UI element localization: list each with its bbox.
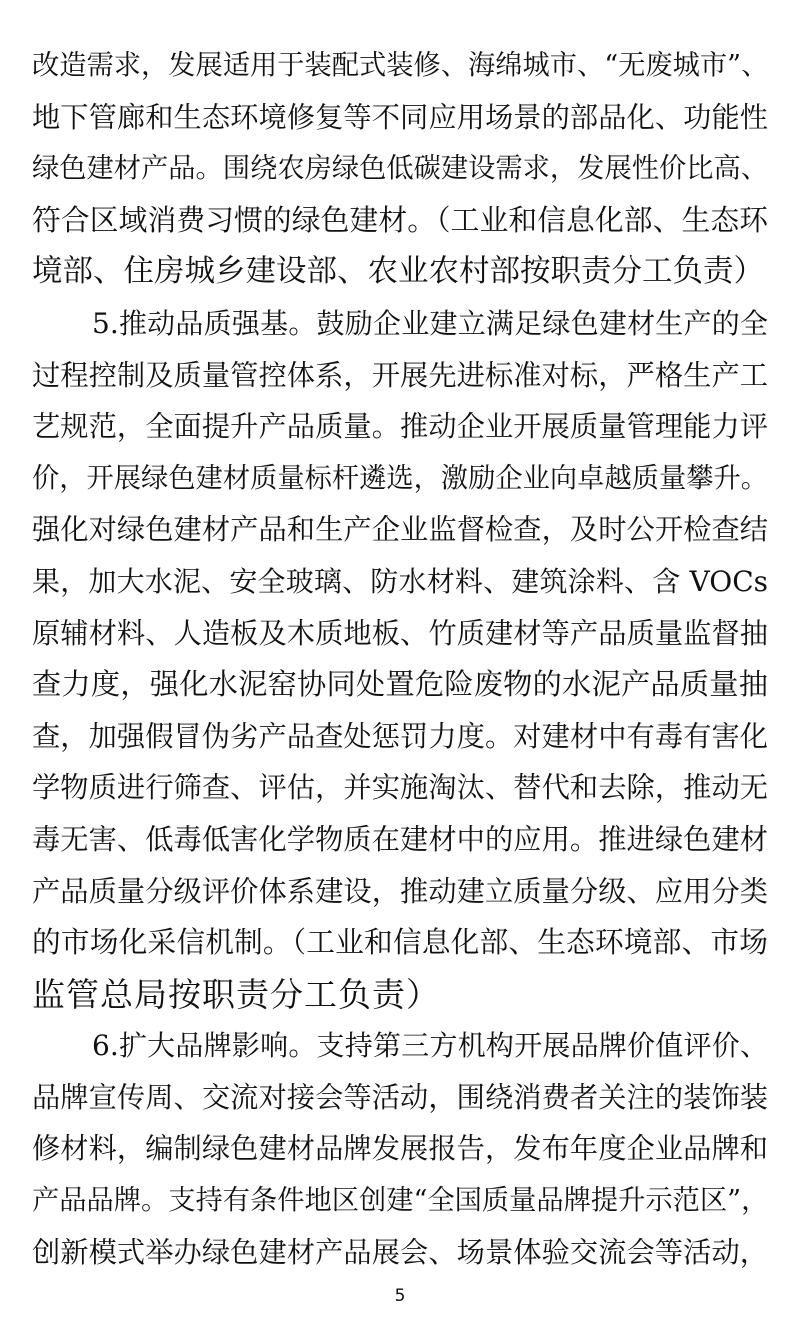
text-line: 产品品牌。支持有条件地区创建“全国质量品牌提升示范区”， bbox=[32, 1185, 769, 1217]
text-line: 监管总局按职责分工负责） bbox=[32, 974, 440, 1014]
text-line: 产品质量分级评价体系建设，推动建立质量分级、应用分类 bbox=[32, 874, 768, 908]
text-line: 绿色建材产品。围绕农房绿色低碳建设需求，发展性价比高、 bbox=[32, 153, 768, 185]
paragraph-item-6 bbox=[32, 1020, 768, 1278]
text-line: 品牌宣传周、交流对接会等活动，围绕消费者关注的装饰装 bbox=[32, 1080, 768, 1114]
text-line: 学物质进行筛查、评估，并实施淘汰、替代和去除，推动无 bbox=[32, 771, 768, 805]
text-line: 地下管廊和生态环境修复等不同应用场景的部品化、功能性 bbox=[32, 100, 768, 134]
document-page bbox=[32, 40, 768, 1270]
text-line: 价，开展绿色建材质量标杆遴选，激励企业向卓越质量攀升。 bbox=[32, 462, 768, 494]
text-line: 6.扩大品牌影响。支持第三方机构开展品牌价值评价、 bbox=[92, 1029, 768, 1063]
text-line: 原辅材料、人造板及木质地板、竹质建材等产品质量监督抽 bbox=[32, 616, 768, 650]
text-line: 艺规范，全面提升产品质量。推动企业开展质量管理能力评 bbox=[32, 410, 768, 444]
text-line: 强化对绿色建材产品和生产企业监督检查，及时公开检查结 bbox=[32, 513, 768, 547]
text-line: 的市场化采信机制。（工业和信息化部、生态环境部、市场 bbox=[32, 925, 768, 960]
text-line: 查力度，强化水泥窑协同处置危险废物的水泥产品质量抽 bbox=[32, 667, 768, 702]
page-number: 5 bbox=[394, 1286, 406, 1306]
paragraph-item-5 bbox=[32, 298, 768, 1020]
text-line: 改造需求，发展适用于装配式装修、海绵城市、“无废城市”、 bbox=[32, 50, 769, 81]
text-line: 修材料，编制绿色建材品牌发展报告，发布年度企业品牌和 bbox=[32, 1132, 768, 1166]
text-line: 5.推动品质强基。鼓励企业建立满足绿色建材生产的全 bbox=[92, 306, 768, 340]
text-line: 果，加大水泥、安全玻璃、防水材料、建筑涂料、含 VOCs bbox=[32, 564, 768, 598]
paragraph-continuation bbox=[32, 40, 768, 298]
text-line: 创新模式举办绿色建材产品展会、场景体验交流会等活动， bbox=[32, 1235, 768, 1269]
text-line: 符合区域消费习惯的绿色建材。（工业和信息化部、生态环 bbox=[32, 202, 768, 237]
text-line: 查，加强假冒伪劣产品查处惩罚力度。对建材中有毒有害化 bbox=[32, 719, 768, 753]
text-line: 毒无害、低毒低害化学物质在建材中的应用。推进绿色建材 bbox=[32, 822, 768, 856]
text-line: 境部、住房城乡建设部、农业农村部按职责分工负责） bbox=[32, 254, 764, 290]
text-line: 过程控制及质量管控体系，开展先进标准对标，严格生产工 bbox=[32, 358, 768, 392]
